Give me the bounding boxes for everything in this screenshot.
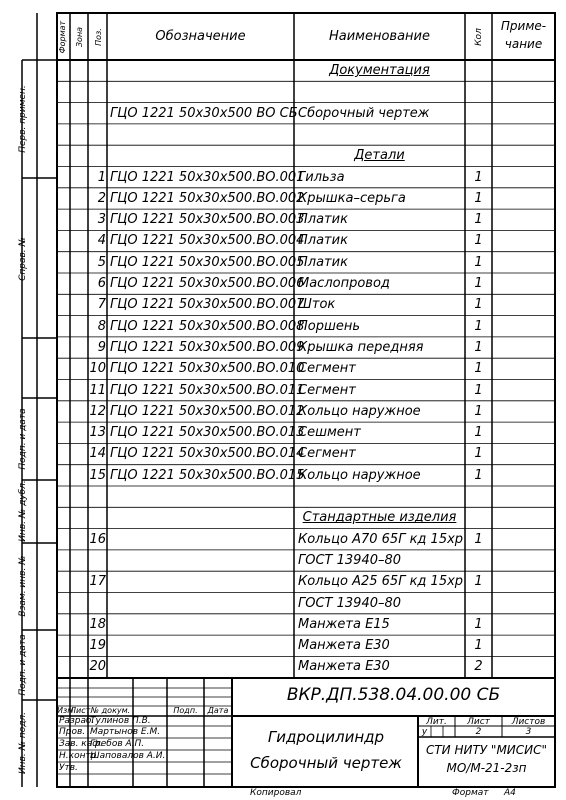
lit-label: Лит. bbox=[426, 717, 447, 727]
row-designation: ГЦО 1221 50х30х500.ВО.010 bbox=[110, 361, 305, 377]
col-data: Дата bbox=[207, 706, 229, 715]
row-designation: ГЦО 1221 50х30х500.ВО.011 bbox=[110, 382, 305, 398]
row-qty: 2 bbox=[474, 659, 483, 675]
row-name: Гильза bbox=[298, 169, 345, 185]
table-row bbox=[0, 445, 566, 466]
row-pos: 9 bbox=[97, 339, 106, 355]
row-qty: 1 bbox=[474, 339, 483, 355]
role-person: Глебов А.П. bbox=[90, 739, 145, 749]
row-pos: 14 bbox=[89, 446, 106, 462]
row-designation: ГЦО 1221 50х30х500.ВО.007 bbox=[110, 297, 305, 313]
header-designation: Обозначение bbox=[155, 29, 246, 44]
format-label: Формат bbox=[452, 788, 489, 798]
header-name: Наименование bbox=[328, 29, 431, 44]
table-row bbox=[0, 637, 566, 658]
row-name: Маслопровод bbox=[298, 276, 390, 291]
podp-data-label-2: Подп. и дата bbox=[18, 634, 28, 696]
col-izm: Изм bbox=[57, 706, 74, 715]
row-name: Платик bbox=[298, 212, 348, 228]
table-row bbox=[0, 232, 566, 253]
row-pos: 5 bbox=[97, 254, 106, 270]
row-qty: 1 bbox=[474, 425, 483, 441]
listov-value: 3 bbox=[525, 727, 532, 737]
row-qty: 1 bbox=[474, 297, 483, 313]
title-line-1: Гидроцилиндр bbox=[267, 728, 385, 746]
table-row bbox=[0, 147, 566, 168]
row-designation: ГЦО 1221 50х30х500.ВО.003 bbox=[110, 212, 305, 228]
row-name: Сегмент bbox=[298, 361, 356, 377]
row-designation: ГЦО 1221 50х30х500.ВО.013 bbox=[110, 425, 305, 441]
table-row bbox=[0, 531, 566, 552]
row-pos: 16 bbox=[89, 531, 106, 547]
table-row bbox=[0, 509, 566, 530]
list-value: 2 bbox=[475, 727, 482, 737]
header-zone: Зона bbox=[75, 26, 84, 48]
table-row bbox=[0, 275, 566, 296]
table-row bbox=[0, 616, 566, 637]
row-qty: 1 bbox=[474, 190, 483, 206]
header-pos: Поз. bbox=[94, 28, 103, 46]
row-name: Манжета Е30 bbox=[298, 659, 390, 675]
table-row bbox=[0, 573, 566, 594]
row-name: Шток bbox=[298, 297, 336, 313]
row-designation: ГЦО 1221 50х30х500.ВО.005 bbox=[110, 254, 305, 270]
kopiroval-label: Копировал bbox=[250, 788, 302, 798]
row-name: Крышка–серьга bbox=[298, 190, 406, 206]
table-row bbox=[0, 424, 566, 445]
row-designation: ГЦО 1221 50х30х500.ВО.001 bbox=[110, 169, 305, 185]
row-pos: 6 bbox=[97, 276, 106, 291]
row-name: Манжета Е15 bbox=[298, 616, 390, 632]
lit-value: у bbox=[421, 727, 428, 737]
row-name: Манжета Е30 bbox=[298, 638, 390, 654]
row-qty: 1 bbox=[474, 403, 483, 419]
row-name: Платик bbox=[298, 233, 348, 249]
sprav-no-label: Справ. № bbox=[18, 237, 28, 281]
row-designation: ГЦО 1221 50х30х500 ВО СБ bbox=[110, 105, 298, 121]
row-qty: 1 bbox=[474, 169, 483, 185]
header-note-1: Приме- bbox=[500, 19, 547, 33]
table-row bbox=[0, 382, 566, 403]
row-pos: 13 bbox=[89, 425, 106, 441]
row-name: Поршень bbox=[298, 318, 361, 334]
row-pos: 20 bbox=[89, 659, 106, 675]
row-qty: 1 bbox=[474, 361, 483, 377]
inv-podl-label: Инв. № подл. bbox=[18, 711, 28, 775]
row-name: Сегмент bbox=[298, 446, 356, 462]
table-row bbox=[0, 254, 566, 275]
row-section-name: Стандартные изделия bbox=[302, 510, 457, 526]
role-label: Утв. bbox=[59, 763, 78, 773]
table-row bbox=[0, 62, 566, 83]
table-row bbox=[0, 552, 566, 573]
role-label: Разраб. bbox=[59, 716, 95, 726]
row-name: Сборочный чертеж bbox=[298, 105, 430, 121]
row-name: Кольцо наружное bbox=[298, 467, 421, 483]
org-line-2: МО/М-21-2зп bbox=[446, 761, 527, 775]
row-name: Платик bbox=[298, 254, 348, 270]
table-row bbox=[0, 211, 566, 232]
inv-dubl-label: Инв. № дубл. bbox=[18, 480, 28, 542]
row-name: Кольцо А70 65Г кд 15хр bbox=[298, 531, 464, 547]
row-qty: 1 bbox=[474, 276, 483, 291]
row-pos: 1 bbox=[97, 169, 106, 185]
header-format: Формат bbox=[58, 20, 67, 54]
row-pos: 19 bbox=[89, 638, 106, 654]
row-qty: 1 bbox=[474, 254, 483, 270]
row-qty: 1 bbox=[474, 382, 483, 398]
perv-primen-label: Перв. примен. bbox=[18, 85, 28, 153]
row-pos: 10 bbox=[89, 361, 106, 377]
row-name: ГОСТ 13940–80 bbox=[298, 552, 402, 568]
row-qty: 1 bbox=[474, 233, 483, 249]
table-row bbox=[0, 595, 566, 616]
podp-data-label-1: Подп. и дата bbox=[18, 408, 28, 470]
row-qty: 1 bbox=[474, 638, 483, 654]
table-row bbox=[0, 360, 566, 381]
format-value: А4 bbox=[504, 788, 516, 798]
row-qty: 1 bbox=[474, 574, 483, 590]
row-qty: 1 bbox=[474, 616, 483, 632]
row-name: Крышка передняя bbox=[298, 339, 424, 355]
role-label: Зав. каф. bbox=[59, 739, 103, 749]
row-pos: 8 bbox=[97, 318, 106, 334]
role-person: Тулинов П.В. bbox=[90, 716, 151, 726]
row-name: Кольцо А25 65Г кд 15хр bbox=[298, 574, 464, 590]
col-ndokum: № докум. bbox=[90, 706, 131, 715]
header-note-2: чание bbox=[504, 37, 543, 51]
row-designation: ГЦО 1221 50х30х500.ВО.014 bbox=[110, 446, 305, 462]
row-name: Сегмент bbox=[298, 382, 356, 398]
row-name: Кольцо наружное bbox=[298, 403, 421, 419]
title-line-2: Сборочный чертеж bbox=[250, 754, 402, 772]
row-designation: ГЦО 1221 50х30х500.ВО.009 bbox=[110, 339, 305, 355]
row-name: Сешмент bbox=[298, 425, 361, 441]
row-designation: ГЦО 1221 50х30х500.ВО.004 bbox=[110, 233, 305, 249]
row-pos: 12 bbox=[89, 403, 106, 419]
doc-code: ВКР.ДП.538.04.00.00 СБ bbox=[286, 685, 501, 705]
row-name: ГОСТ 13940–80 bbox=[298, 595, 402, 611]
org-line-1: СТИ НИТУ "МИСИС" bbox=[425, 743, 548, 757]
row-qty: 1 bbox=[474, 318, 483, 334]
row-qty: 1 bbox=[474, 212, 483, 228]
row-designation: ГЦО 1221 50х30х500.ВО.015 bbox=[110, 467, 305, 483]
role-label: Пров. bbox=[59, 727, 86, 737]
row-section-name: Детали bbox=[354, 148, 405, 164]
col-list: Лист bbox=[70, 706, 91, 715]
table-row bbox=[0, 658, 566, 679]
table-row bbox=[0, 169, 566, 190]
table-row bbox=[0, 83, 566, 104]
row-pos: 17 bbox=[89, 574, 106, 590]
table-row bbox=[0, 105, 566, 126]
table-row bbox=[0, 339, 566, 360]
list-label: Лист bbox=[467, 717, 490, 727]
row-section-name: Документация bbox=[329, 63, 430, 78]
row-pos: 11 bbox=[89, 382, 106, 398]
row-designation: ГЦО 1221 50х30х500.ВО.008 bbox=[110, 318, 305, 334]
row-pos: 4 bbox=[97, 233, 106, 249]
table-row bbox=[0, 296, 566, 317]
listov-label: Листов bbox=[511, 717, 546, 727]
table-row bbox=[0, 488, 566, 509]
vzam-inv-label: Взам. инв. № bbox=[18, 555, 28, 617]
row-pos: 18 bbox=[89, 616, 106, 632]
row-designation: ГЦО 1221 50х30х500.ВО.002 bbox=[110, 190, 305, 206]
table-row bbox=[0, 403, 566, 424]
role-person: Мартынов Е.М. bbox=[90, 727, 161, 737]
row-pos: 15 bbox=[89, 467, 106, 483]
table-row bbox=[0, 467, 566, 488]
row-qty: 1 bbox=[474, 531, 483, 547]
role-label: Н.контр. bbox=[59, 751, 100, 761]
col-podp: Подп. bbox=[173, 706, 198, 715]
header-qty: Кол bbox=[474, 28, 484, 46]
row-qty: 1 bbox=[474, 446, 483, 462]
row-qty: 1 bbox=[474, 467, 483, 483]
table-row bbox=[0, 318, 566, 339]
table-row bbox=[0, 126, 566, 147]
row-pos: 3 bbox=[97, 212, 106, 228]
table-row bbox=[0, 190, 566, 211]
role-person: Шаповалов А.И. bbox=[90, 751, 166, 761]
row-pos: 2 bbox=[97, 190, 106, 206]
row-designation: ГЦО 1221 50х30х500.ВО.006 bbox=[110, 276, 305, 291]
row-designation: ГЦО 1221 50х30х500.ВО.012 bbox=[110, 403, 305, 419]
row-pos: 7 bbox=[97, 297, 106, 313]
